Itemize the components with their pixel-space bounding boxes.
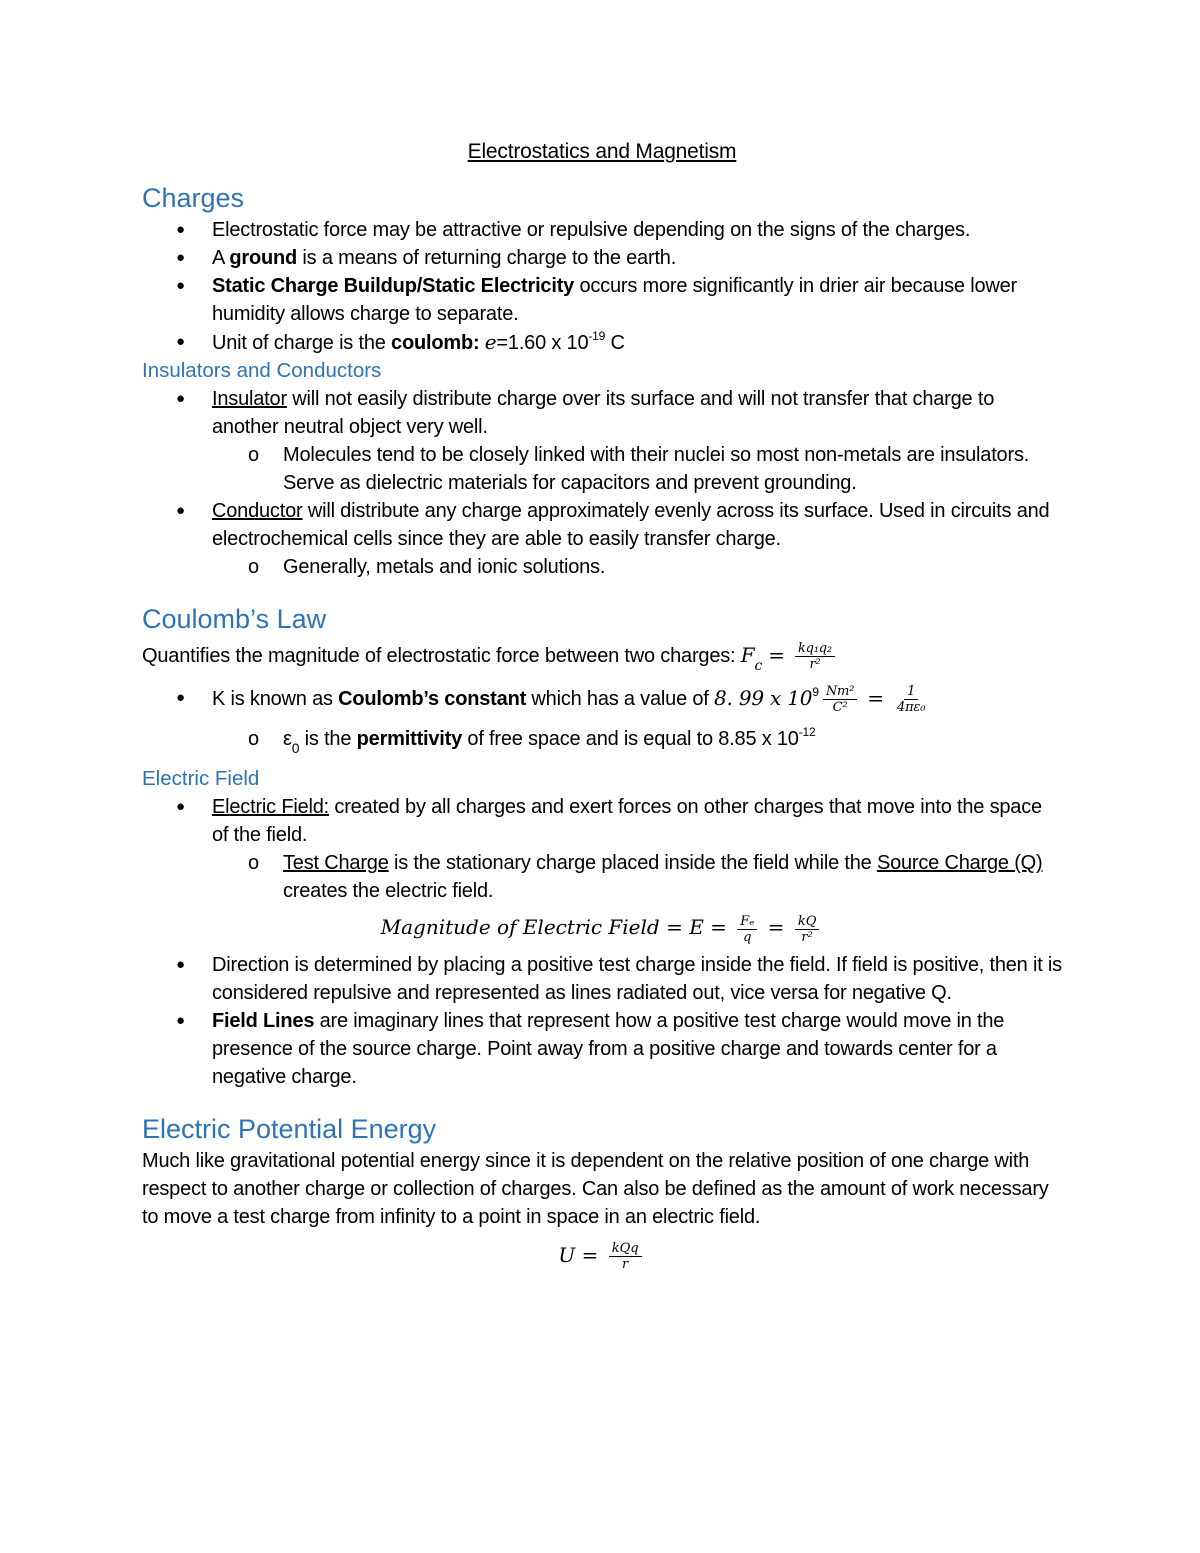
list-item [142,684,1062,715]
numerator: kQ [795,914,820,930]
exponent: 9 [812,685,819,700]
text: creates the electric field. [283,880,494,903]
heading-insulators-conductors: Insulators and Conductors [142,359,382,382]
list-item [142,793,1062,849]
numerator: Nm² [823,684,857,700]
fraction-kq-over-r2 [795,914,820,945]
denominator: r² [809,657,821,673]
sub-list-item: o Generally, metals and ionic solutions. [142,553,1062,581]
coulomb-intro [142,641,1062,672]
term-insulator: Insulator [212,388,287,410]
fraction-permittivity [894,684,928,715]
subscript: 0 [291,740,300,757]
coulomb-list [142,684,1062,757]
symbol-e: e [484,330,497,354]
fraction-force-over-charge [737,914,757,945]
term-electric-field: Electric Field: [212,796,330,819]
list-item [142,328,1062,357]
text: K is known as [212,688,339,711]
heading-coulombs-law: Coulomb’s Law [142,604,327,634]
formula-lhs: U = [558,1242,605,1267]
text: which has a value of [526,688,714,711]
document-title: Electrostatics and Magnetism [467,140,737,163]
document-page [142,140,1062,1272]
denominator: C² [832,700,848,716]
insulators-list [142,385,1062,581]
numerator: 1 [904,684,918,700]
numerator: kQq [609,1241,642,1257]
field-list-2 [142,951,1062,1091]
fraction-coulomb-force [795,641,835,672]
term-test-charge: Test Charge [283,852,389,875]
numerator: kq₁q₂ [795,641,835,657]
numerator: Fₑ [737,914,757,930]
text: is the stationary charge placed inside the field while the [388,852,877,875]
heading-charges: Charges [142,183,245,213]
sub-list-item: o Molecules tend to be closely linked with their nuclei so most non-metals are insulators. Serve as dielectric materials for capacitors and prevent grounding. [142,441,1062,497]
text: A [212,247,230,269]
list-item: ● Electrostatic force may be attractive or repulsive depending on the signs of the charges. [142,216,1062,244]
text: is a means of returning charge to the earth. [297,247,677,269]
list-item [142,497,1062,553]
text: of free space and is equal to 8.85 x 10 [462,728,799,751]
term-source-charge: Source Charge (Q) [876,852,1043,875]
text: will distribute any charge approximately evenly across its surface. Used in circuits and electrochemical cells since they are able to easily transfer charge. [212,500,1050,550]
text: are imaginary lines that represent how a positive test charge would move in the presence of the source charge. Point away from a positive charge and towards center for a negative charge. [212,1009,1005,1088]
text: occurs more significantly in drier air because lower humidity allows charge to separate. [212,275,1018,325]
term-permittivity: permittivity [356,728,463,751]
fraction-units [823,684,857,715]
text: created by all charges and exert forces on other charges that move into the space of the field. [212,796,1042,847]
term-static: Static Charge Buildup/Static Electricity [212,275,575,297]
text: =1.60 x 10 [496,332,589,354]
term-conductor: Conductor [212,500,303,522]
exponent: -19 [588,329,606,343]
term-field-lines: Field Lines [212,1009,315,1032]
field-list [142,793,1062,905]
equals: = [762,643,791,667]
list-item [142,244,1062,272]
text: is the [299,728,357,751]
equals: = [861,686,891,711]
electric-field-formula [142,913,1062,944]
denominator: 4πε₀ [897,700,926,716]
term-coulomb: coulomb: [391,332,480,354]
formula-lhs: Magnitude of Electric Field = E = [380,915,734,940]
term-ground: ground [229,247,298,269]
text: C [605,332,625,354]
exponent: -12 [798,725,816,740]
heading-electric-potential-energy: Electric Potential Energy [142,1113,437,1144]
potential-paragraph: Much like gravitational potential energy since it is dependent on the relative position of one charge with respect to another charge or collection of charges. Can also be defined as the amount of work necessary to move a test charge from infinity to a point in space in an electric field. [142,1149,1049,1228]
sub-list-item [142,849,1062,905]
symbol-f: F [740,643,755,667]
denominator: r [622,1256,629,1272]
list-item [142,385,1062,441]
denominator: r² [801,929,813,945]
term-coulombs-constant: Coulomb’s constant [338,688,527,711]
sub-list-item [142,725,1062,757]
equals: = [761,915,791,940]
fraction-kqq-over-r [609,1241,642,1272]
symbol-epsilon: ε [283,728,292,751]
text: Unit of charge is the [212,332,392,354]
charges-list [142,216,1062,357]
subscript-c: c [754,658,763,674]
list-item [142,1007,1062,1091]
list-item: ● Direction is determined by placing a positive test charge inside the field. If field is positive, then it is considered repulsive and represented as lines radiated out, vice versa for negative Q. [142,951,1062,1007]
constant-value: 8. 99 x 10 [713,686,813,711]
list-item [142,272,1062,328]
potential-formula [142,1241,1062,1272]
denominator: q [743,929,752,945]
heading-electric-field: Electric Field [142,767,260,791]
text: will not easily distribute charge over its surface and will not transfer that charge to another neutral object very well. [212,388,995,438]
text: Quantifies the magnitude of electrostatic force between two charges: [142,645,741,667]
